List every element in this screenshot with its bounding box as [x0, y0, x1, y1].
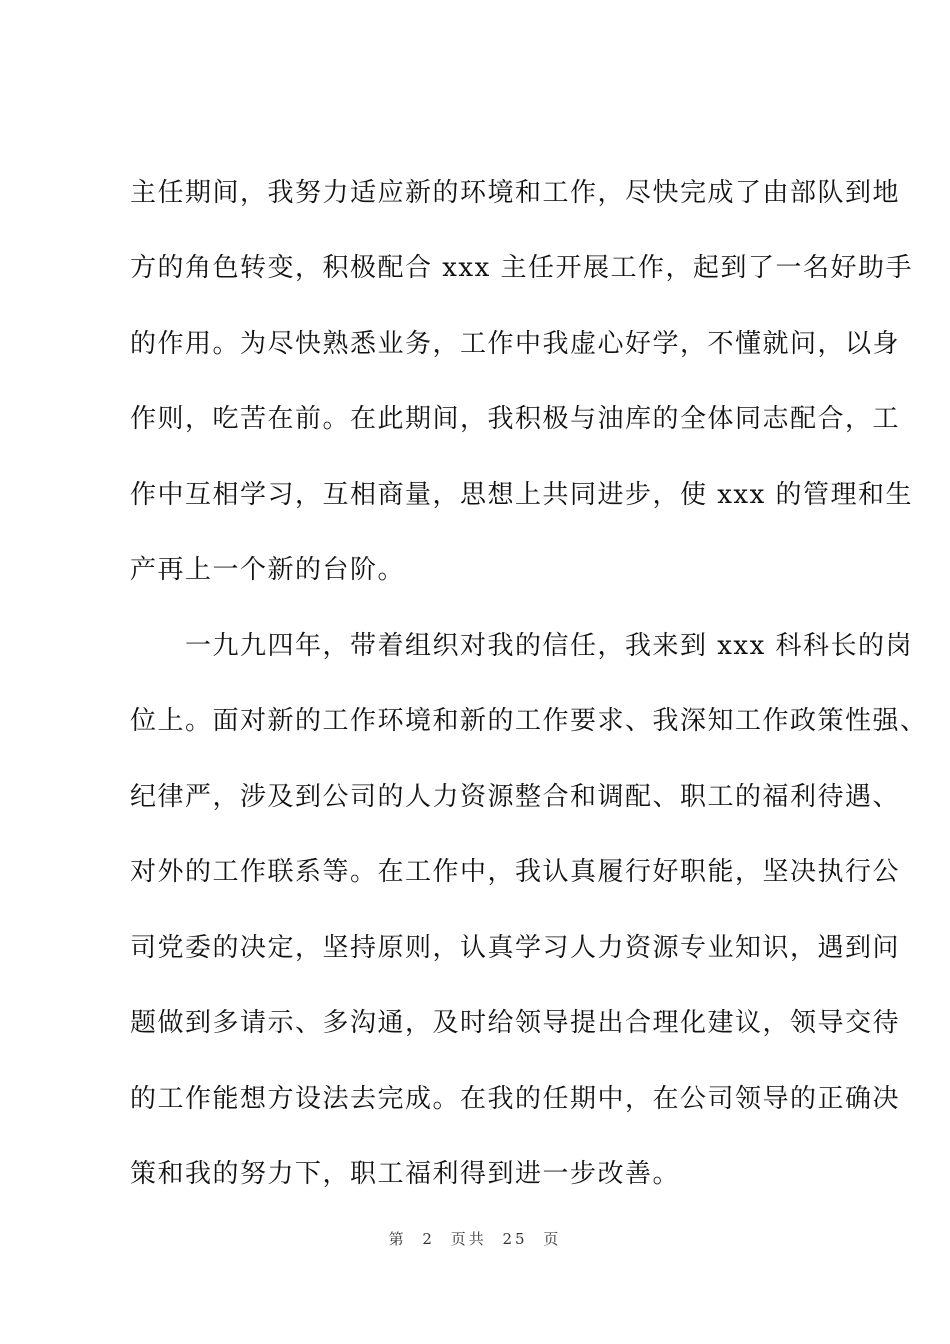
- body-line-1: 主任期间，我努力适应新的环境和工作，尽快完成了由部队到地: [130, 178, 901, 208]
- body-line-5: 作中互相学习，互相商量，思想上共同进步，使 xxx 的管理和生: [130, 480, 914, 510]
- page-number-footer: 第 2 页共 25 页: [388, 1230, 562, 1248]
- body-line-6: 产再上一个新的台阶。: [130, 555, 406, 585]
- body-line-14: 策和我的努力下，职工福利得到进一步改善。: [130, 1159, 681, 1189]
- body-line-9: 纪律严，涉及到公司的人力资源整合和调配、职工的福利待遇、: [130, 782, 901, 812]
- body-line-2: 方的角色转变，积极配合 xxx 主任开展工作，起到了一名好助手: [130, 253, 914, 283]
- body-line-11: 司党委的决定，坚持原则，认真学习人力资源专业知识，遇到问: [130, 933, 901, 963]
- body-line-4: 作则，吃苦在前。在此期间，我积极与油库的全体同志配合，工: [130, 404, 901, 434]
- body-line-10: 对外的工作联系等。在工作中，我认真履行好职能，坚决执行公: [130, 857, 901, 887]
- body-line-3: 的作用。为尽快熟悉业务，工作中我虚心好学，不懂就问，以身: [130, 329, 901, 359]
- body-line-13: 的工作能想方设法去完成。在我的任期中，在公司领导的正确决: [130, 1084, 901, 1114]
- body-line-8: 位上。面对新的工作环境和新的工作要求、我深知工作政策性强、: [130, 706, 928, 736]
- body-line-7: 一九九四年，带着组织对我的信任，我来到 xxx 科科长的岗: [130, 631, 914, 661]
- body-line-12: 题做到多请示、多沟通，及时给领导提出合理化建议，领导交待: [130, 1008, 901, 1038]
